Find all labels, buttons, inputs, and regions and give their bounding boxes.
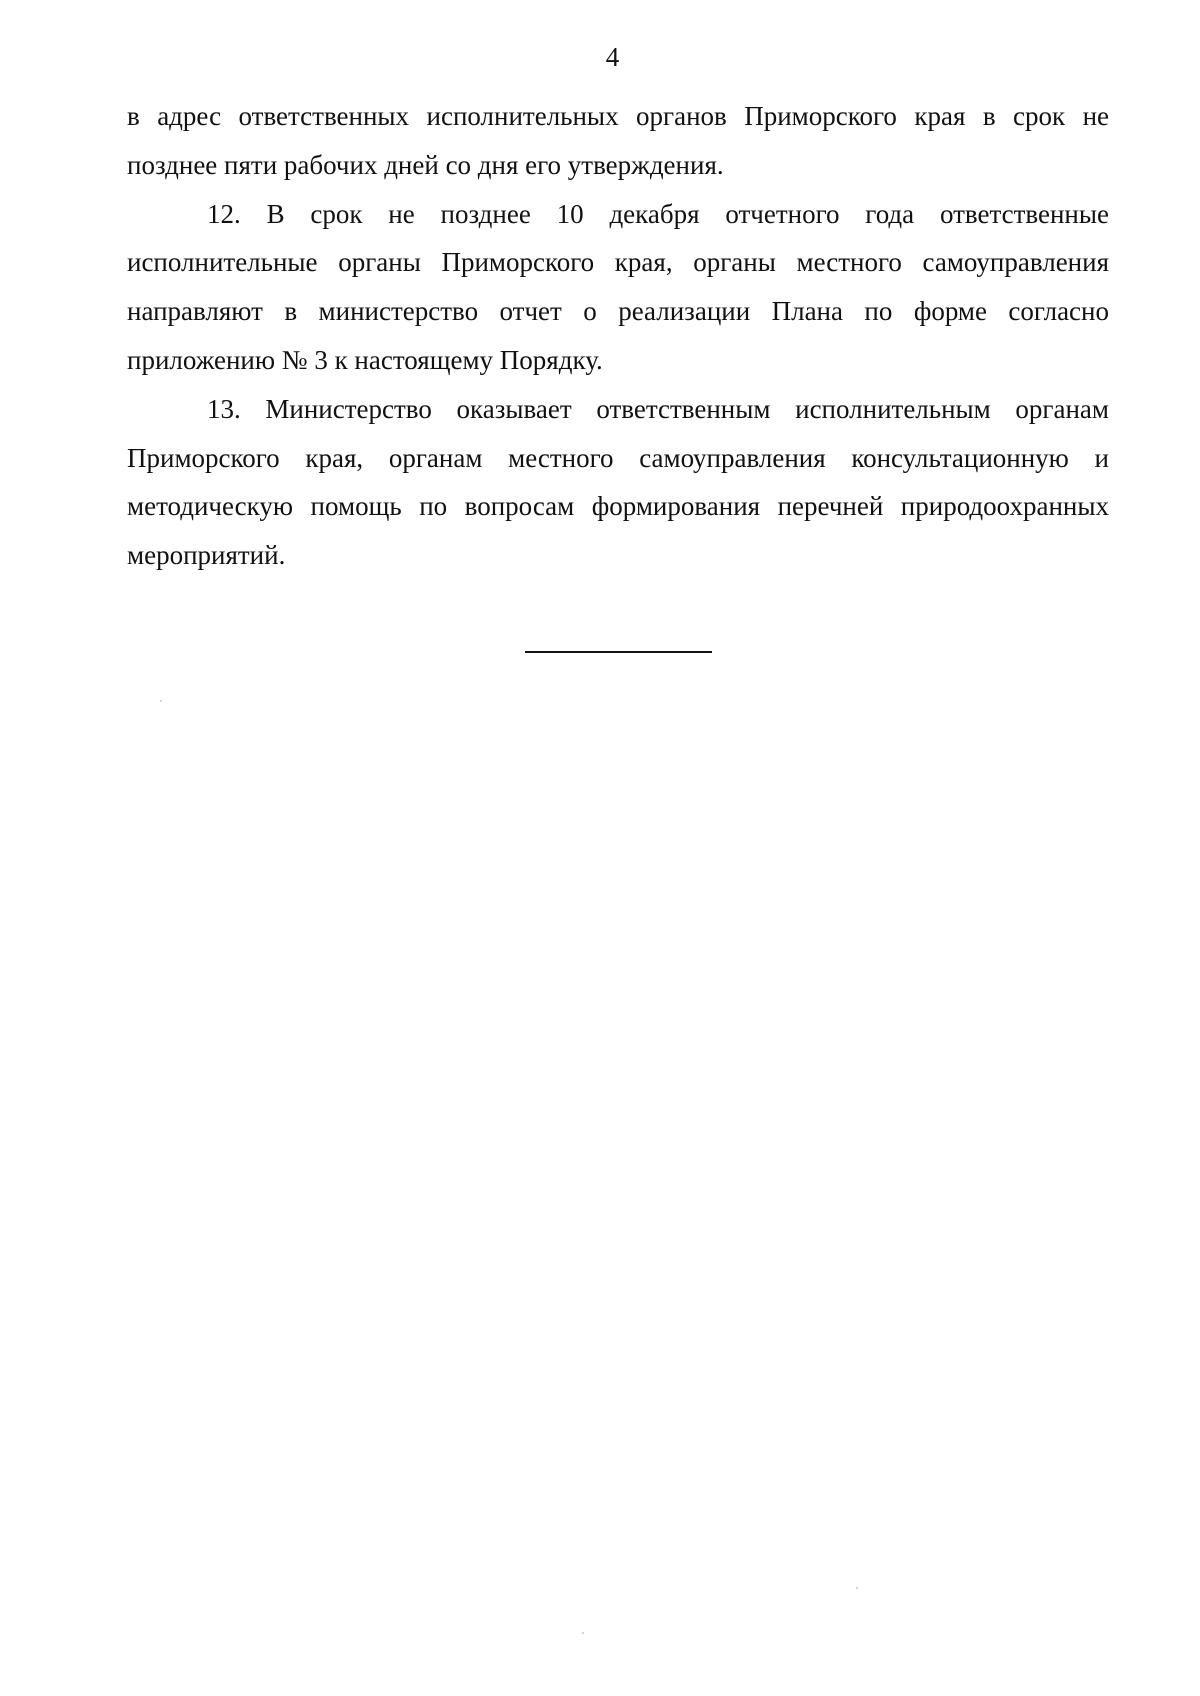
scan-artifact bbox=[160, 700, 162, 702]
page-number: 4 bbox=[605, 42, 620, 72]
scan-artifact bbox=[582, 1632, 584, 1634]
paragraph-12: 12. В срок не позднее 10 декабря отчетного года ответственные исполнительные органы Приморского края, органы местного самоуправления направляют в министерство отчет о реализации Плана по форме согласно приложению № 3 к настоящему Порядку. bbox=[127, 198, 1109, 375]
scan-artifact bbox=[856, 1587, 858, 1589]
end-separator-line bbox=[525, 651, 712, 653]
document-body bbox=[127, 92, 1109, 580]
paragraph-13: 13. Министерство оказывает ответственным исполнительным органам Приморского края, органам местного самоуправления консультационную и методическую помощь по вопросам формирования перечней природоохранных мероприятий. bbox=[127, 393, 1109, 571]
paragraph-continuation: в адрес ответственных исполнительных органов Приморского края в срок не позднее пяти рабочих дней со дня его утверждения. bbox=[127, 101, 1109, 180]
